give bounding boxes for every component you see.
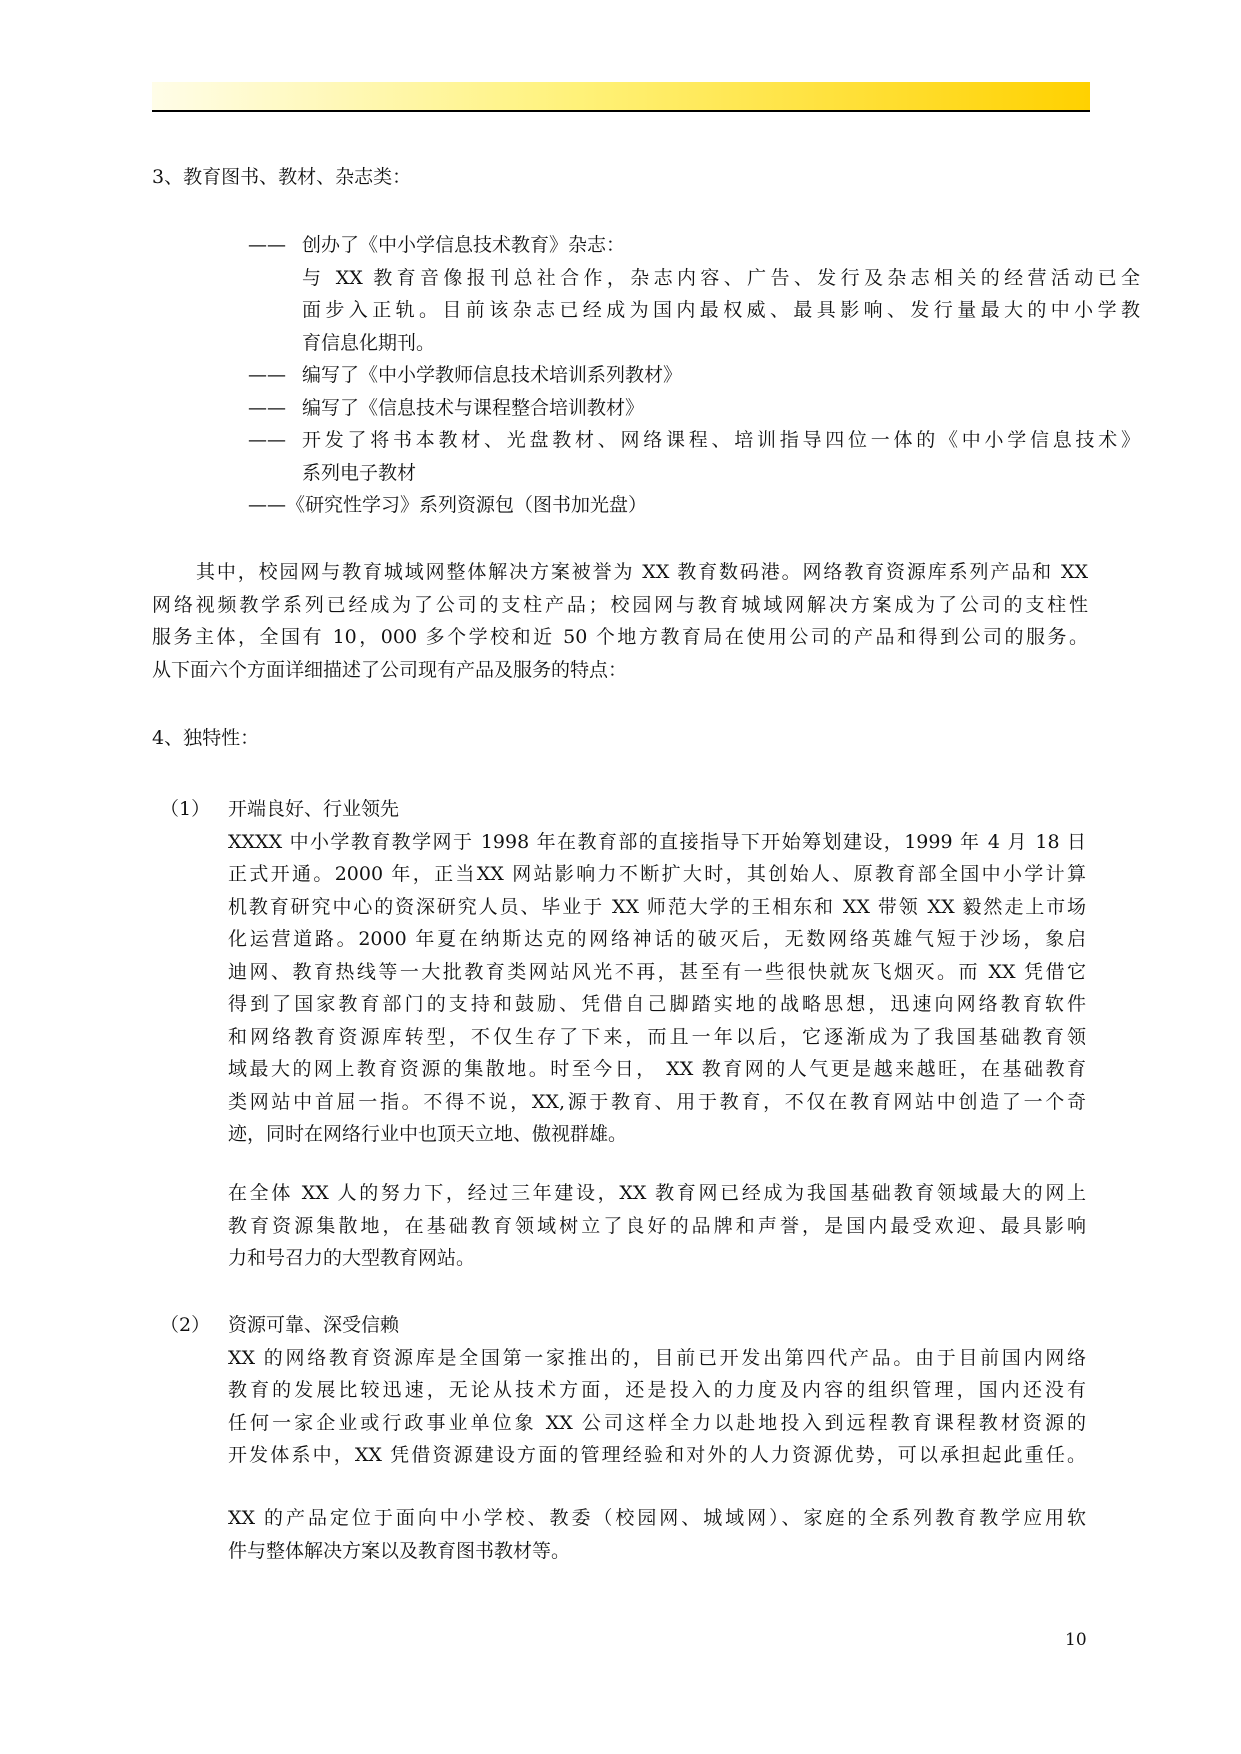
section-heading-text: 3、教育图书、教材、杂志类： (152, 166, 412, 188)
section-4-heading (152, 722, 259, 755)
text-line: 机教育研究中心的资深研究人员、毕业于 XX 师范大学的王相东和 XX 带领 XX 毅然走上市场 (228, 895, 1086, 918)
subsection-number: （1） (160, 798, 211, 820)
list-item (248, 229, 1140, 359)
text-line: 系列电子教材 (302, 461, 417, 484)
text-line: 在全体 XX 人的努力下，经过三年建设，XX 教育网已经成为我国基础教育领域最大的网上 (228, 1182, 1086, 1204)
text-line: XXXX 中小学教育教学网于 1998 年在教育部的直接指导下开始筹划建设，1999 年 4 月 18 日 (228, 830, 1086, 853)
text-line: 开发体系中，XX 凭借资源建设方面的管理经验和对外的人力资源优势，可以承担起此重任。 (228, 1444, 1086, 1466)
text-line: 正式开通。2000 年，正当XX 网站影响力不断扩大时，其创始人、原教育部全国中小学计算 (228, 863, 1086, 885)
list-item-text (286, 489, 647, 522)
subsection-2-paragraph-2 (228, 1502, 1086, 1567)
text-line: 创办了《中小学信息技术教育》杂志： (302, 234, 626, 256)
list-item (248, 359, 1140, 392)
text-line: 面步入正轨。目前该杂志已经成为国内最权威、最具影响、发行量最大的中小学教 (302, 299, 1140, 321)
dash-marker: —— (248, 494, 286, 516)
section-3-heading (152, 161, 411, 194)
text-line: 化运营道路。2000 年夏在纳斯达克的网络神话的破灭后，无数网络英雄气短于沙场，象启 (228, 928, 1086, 950)
text-line: 迹，同时在网络行业中也顶天立地、傲视群雄。 (228, 1123, 628, 1145)
text-line: 类网站中首屈一指。不得不说，XX,源于教育、用于教育，不仅在教育网站中创造了一个奇 (228, 1090, 1086, 1113)
text-line: 从下面六个方面详细描述了公司现有产品及服务的特点： (152, 658, 628, 681)
subsection-1-paragraph-2 (228, 1177, 1086, 1275)
text-line: XX 的网络教育资源库是全国第一家推出的，目前已开发出第四代产品。由于目前国内网络 (228, 1346, 1086, 1369)
list-item (248, 392, 1140, 425)
text-line: 力和号召力的大型教育网站。 (228, 1247, 476, 1269)
text-line: 服务主体，全国有 10，000 多个学校和近 50 个地方教育局在使用公司的产品和得到公司的服务。 (152, 626, 1088, 648)
text-line: 件与整体解决方案以及教育图书教材等。 (228, 1539, 571, 1562)
text-line: 教育资源集散地，在基础教育领域树立了良好的品牌和声誉，是国内最受欢迎、最具影响 (228, 1214, 1086, 1237)
text-line: 和网络教育资源库转型，不仅生存了下来，而且一年以后，它逐渐成为了我国基础教育领 (228, 1025, 1086, 1048)
text-line: 网络视频教学系列已经成为了公司的支柱产品；校园网与教育城域网解决方案成为了公司的支柱性 (152, 593, 1088, 616)
summary-paragraph (152, 556, 1088, 686)
text-line: 编写了《信息技术与课程整合培训教材》 (302, 397, 645, 419)
dash-marker: —— (248, 364, 286, 386)
text-line: 迪网、教育热线等一大批教育类网站风光不再，甚至有一些很快就灰飞烟灭。而 XX 凭借它 (228, 960, 1086, 983)
subsection-title: 开端良好、行业领先 (228, 798, 400, 820)
section-heading-text: 4、独特性： (152, 727, 260, 749)
text-line: 任何一家企业或行政事业单位象 XX 公司这样全力以赴地投入到远程教育课程教材资源的 (228, 1411, 1086, 1434)
list-item-text (302, 424, 1140, 489)
page-number: 10 (1065, 1630, 1087, 1650)
list-item-text (302, 229, 1140, 359)
list-item (248, 489, 647, 522)
text-line: 开发了将书本教材、光盘教材、网络课程、培训指导四位一体的《中小学信息技术》 (302, 429, 1140, 451)
text-line: 《研究性学习》系列资源包（图书加光盘） (286, 494, 648, 516)
dash-marker: —— (248, 397, 286, 419)
subsection-number: （2） (160, 1314, 211, 1336)
list-item (248, 424, 1140, 489)
text-line: 得到了国家教育部门的支持和鼓励、凭借自己脚踏实地的战略思想，迅速向网络教育软件 (228, 993, 1086, 1015)
dash-marker: —— (248, 234, 286, 256)
text-line: 其中，校园网与教育城域网整体解决方案被誉为 XX 教育数码港。网络教育资源库系列产品和 XX (196, 561, 1088, 583)
subsection-title: 资源可靠、深受信赖 (228, 1314, 400, 1336)
header-gradient-bar (152, 82, 1090, 110)
header-rule (152, 110, 1090, 112)
text-line: XX 的产品定位于面向中小学校、教委（校园网、城域网）、家庭的全系列教育教学应用软 (228, 1507, 1086, 1529)
subsection-1 (228, 793, 1086, 1151)
text-line: 域最大的网上教育资源的集散地。时至今日， XX 教育网的人气更是越来越旺，在基础教育 (228, 1058, 1086, 1080)
text-line: 育信息化期刊。 (302, 331, 436, 354)
text-line: 与 XX 教育音像报刊总社合作，杂志内容、广告、发行及杂志相关的经营活动已全 (302, 266, 1140, 289)
dash-marker: —— (248, 429, 286, 451)
subsection-2 (228, 1309, 1086, 1472)
text-line: 编写了《中小学教师信息技术培训系列教材》 (302, 364, 683, 386)
list-item-text (302, 359, 1140, 392)
text-line: 教育的发展比较迅速，无论从技术方面，还是投入的力度及内容的组织管理，国内还没有 (228, 1379, 1086, 1401)
list-item-text (302, 392, 1140, 425)
